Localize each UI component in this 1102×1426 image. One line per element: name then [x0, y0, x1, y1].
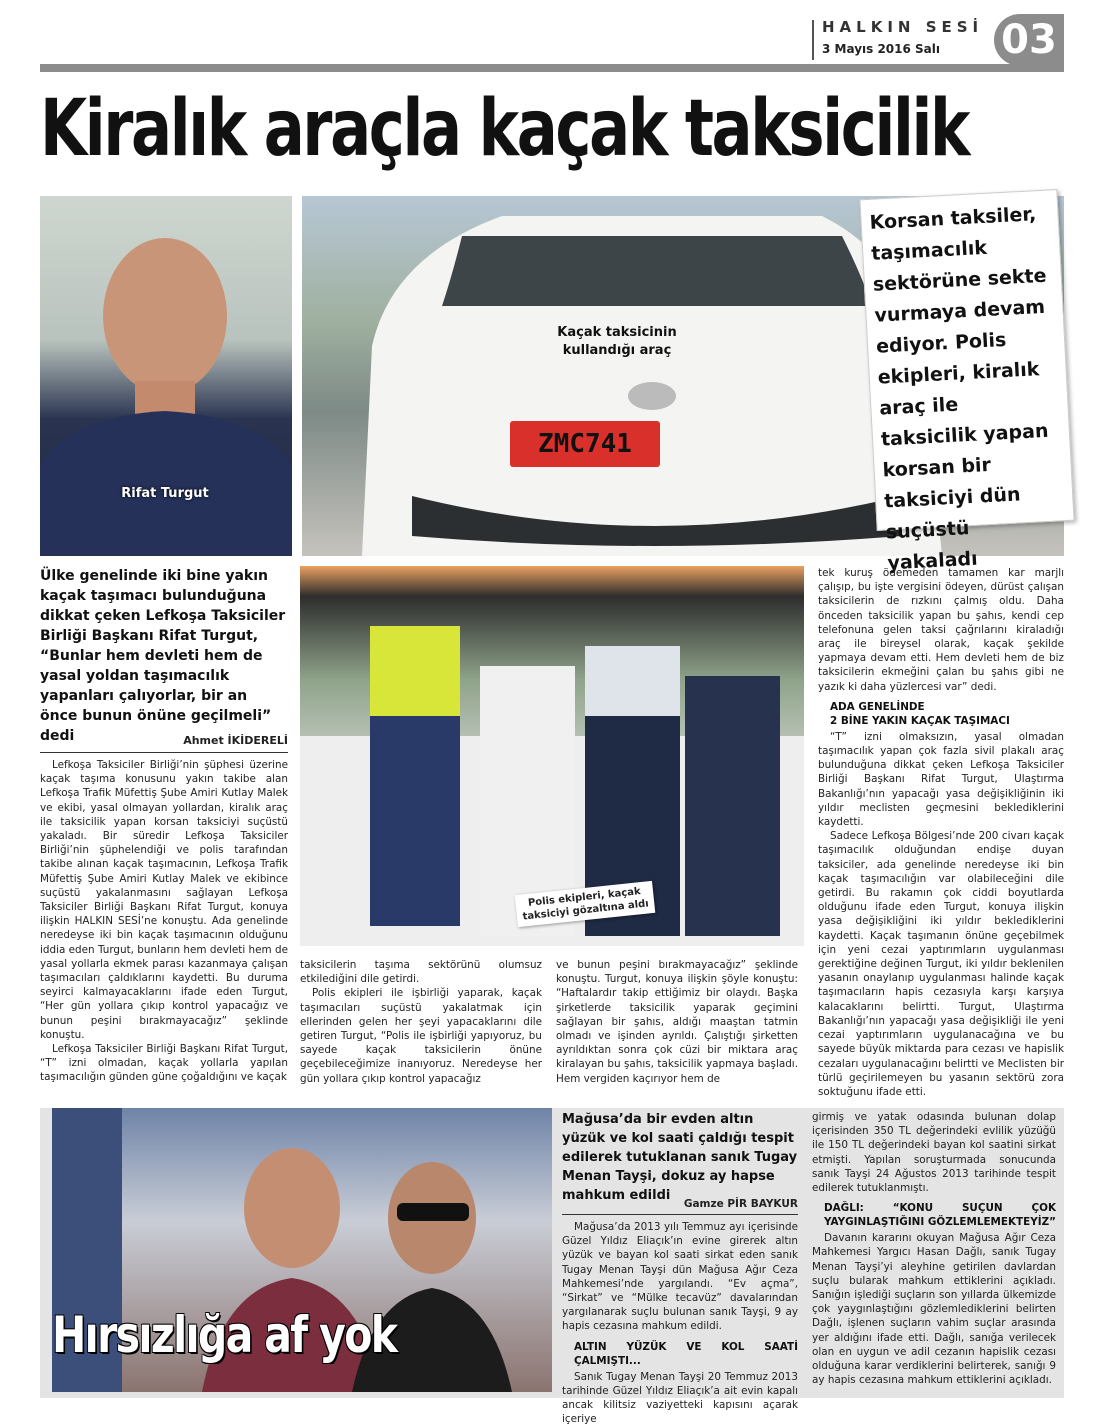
paragraph: ve bunun peşini bırakmayacağız” şeklinde konuştu. Turgut, konuya ilişkin şöyle konuştu: “Haftalardır takip ettiğimiz bir olaydı. Başka şirketlerde taksicilik yaparak geçimini sağlayan bir şahıs, aldığı maaştan tatmin olmadı ve işinden ayrıldı. Çalıştığı şirketten ayrıldıktan sonra çok cüzi bir miktara araç kiralayan bu şahıs, taksicilik yapmaya başladı. Hem vergiden kaçırıyor hem de	[556, 959, 798, 1085]
story2-subhead-2: DAĞLI: “KONU SUÇUN ÇOK YAYGINLAŞTIĞINI GÖZLEMLEMEKTEYİZ”	[824, 1202, 1056, 1229]
subhead-line-2: 2 BİNE YAKIN KAÇAK TAŞIMACI	[830, 714, 1010, 727]
paragraph: girmiş ve yatak odasında bulunan dolap içerisinden 350 TL değerindeki evlilik yüzüğü ile 150 TL değerindeki bayan kol saatini sirkat etmişti. Yapılan soruşturmada sonucunda sanık Tayşi 24 Ağustos 2013 tarihinde tespit edilerek tutuklanmıştı.	[812, 1111, 1056, 1195]
arrest-caption: Polis ekipleri, kaçak taksiciyi gözaltına aldı	[522, 886, 650, 923]
callout-text: Korsan taksiler, taşımacılık sektörüne sekte vurmaya devam ediyor. Polis ekipleri, kiralık araç ile taksicilik yapan korsan bir taksiciyi dün suçüstü yakaladı	[869, 203, 1049, 575]
top-rule	[40, 64, 1064, 72]
subhead-line-1: ADA GENELİNDE	[830, 700, 925, 713]
story2-col-1	[562, 1220, 798, 1426]
article-lead: Ülke genelinde iki bine yakın kaçak taşımacı bulunduğuna dikkat çeken Lefkoşa Taksiciler Birliği Başkanı Rifat Turgut, “Bunlar hem devleti hem de yasal yoldan taşımacılık yapanları çalıyorlar, bir an önce bunun önüne geçilmeli” dedi	[40, 568, 286, 744]
page-number: 03	[994, 14, 1064, 66]
paragraph: Lefkoşa Taksiciler Birliği Başkanı Rifat Turgut, “T” izni olmadan, kaçak yollarla yapılan taşımacılığın günden güne çoğaldığını ve kaçak	[40, 1043, 288, 1084]
arrest-illustration	[300, 566, 804, 946]
byline-rule	[40, 752, 288, 753]
paragraph: Polis ekipleri ile işbirliği yaparak, kaçak taşımacıları suçüstü yakalatmak için ellerinden gelen her şeyi yapacaklarını dile getiren Turgut, “Polis ile işbirliği yapıyoruz, bu sayede kaçak taksicilerin önüne geçebileceğimize inanıyoruz. Neredeyse her gün yollara çıkıp kontrol yapacağız	[300, 987, 542, 1085]
article-col-2	[300, 958, 542, 1086]
masthead-brand: HALKIN SESİ	[822, 18, 984, 36]
paragraph: Sadece Lefkoşa Bölgesi’nde 200 civarı kaçak taşımacılık olduğundan endişe duyan taksiciler, ada genelinde neredeyse iki bin kaçak taşımacılığın var olabileceğini dile getirdi. Bu rakamın çok ciddi boyutlarda olduğunu ifade eden Turgut, konuya ilişkin yasa değişikliğini iki yıldır beklediklerini kaydetti. Kaçak taşımanın önüne geçebilmek için yeni cezai yaptırımların uygulanması gerektiğine değinen Turgut, iki yıldır beklenilen yasanın onaylanıp uygulanması halinde kaçak taşımacıların hapis cezasıyla karşı karşıya kalacaklarını belirtti. Turgut, Ulaştırma Bakanlığı’nın yapacağı yasa değişikliği ile yeni cezai yaptırımların uygulanacağına ve bu sayede büyük miktarda para cezası ve hapislik cezaları uygulanacağını belirtti ve Meclisten bir türlü geçirilemeyen bu yasanın sektörü zora soktuğunu ifade etti.	[818, 830, 1064, 1098]
paragraph: Davanın kararını okuyan Mağusa Ağır Ceza Mahkemesi Yargıcı Hasan Dağlı, sanık Tugay Menan Tayşi’yi aleyhine getirilen davlardan suçlu bularak mahkum ettiklerini açıkladı. Sanığın işlediği suçların son yıllarda ülkemizde çok yaygınlaştığını gözlemlediklerini belirten Dağlı, işlenen suçların vahim suçlar arasında yer aldığını ifade etti. Dağlı, sanığa verilecek olan en uygun ve adil cezanın hapislik cezası olduğuna karar verdiklerini belirterek, sanığı 9 ay hapis cezasına mahkum ettiklerini açıkladı.	[812, 1232, 1056, 1387]
masthead-date: 3 Mayıs 2016 Salı	[822, 42, 940, 56]
story2-subhead-1: ALTIN YÜZÜK VE KOL SAATİ ÇALMIŞTI...	[574, 1340, 798, 1367]
subhead	[830, 700, 1064, 728]
paragraph: “T” izni olmaksızın, yasal olmadan taşımacılık yapan çok fazla sivil plakalı araç bulunduğuna dikkat çeken Lefkoşa Taksiciler Birliği Başkanı Rifat Turgut, Ulaştırma Bakanlığı’nın yapacağı yasa değişikliğinin iki yıldır meclisten geçmesini beklediklerini kaydetti.	[818, 730, 1064, 829]
callout-box	[859, 189, 1074, 575]
car-caption: Kaçak taksicinin kullandığı araç	[557, 325, 677, 358]
page-headline: Kiralık araçla kaçak taksicilik	[40, 84, 969, 174]
arrest-photo	[300, 566, 804, 946]
paragraph: Sanık Tugay Menan Tayşi 20 Temmuz 2013 tarihinde Güzel Yıldız Eliaçık’a ait evin kapalı ancak kilitsiz vaziyetteki kapısını açarak içeriye	[562, 1370, 798, 1426]
article-col-1	[40, 758, 288, 1085]
story2-col-2	[812, 1110, 1056, 1387]
portrait-caption: Rifat Turgut	[121, 486, 209, 501]
masthead-separator	[812, 20, 814, 60]
story2-title: Hırsızlığa af yok	[52, 1306, 397, 1364]
paragraph: taksicilerin taşıma sektörünü olumsuz etkilediğini dile getirdi.	[300, 959, 542, 986]
article-col-3	[556, 958, 798, 1086]
story2-byline-rule	[562, 1214, 798, 1215]
article-byline: Ahmet İKİDERELİ	[183, 734, 288, 747]
portrait-photo	[40, 196, 292, 556]
paragraph: Lefkoşa Taksiciler Birliği’nin şüphesi üzerine kaçak taşıma konusunu yakın takibe alan Lefkoşa Trafik Müfettiş Şube Amiri Kutlay Malek ve ekibi, yasal olmayan yollardan, kiralık araç ile taksicilik yapan korsan taksiciyi suçüstü yakaladı. Bir süredir Lefkoşa Taksiciler Birliği’nin şüphelendiği ve polis tarafından takibe alınan kaçak taşımacının, Lefkoşa Trafik Müfettiş Şube Amiri Kutlay Malek ve ekibince suçüstü yakalanmasını sağlayan Lefkoşa Taksiciler Birliği Başkanı Rifat Turgut, konuya ilişkin HALKIN SESİ’ne konuştu. Ada genelinde neredeyse iki bin kaçak taşımacının olduğunu iddia eden Turgut, bunların hem devleti hem de yasal yollarla ekmek parası kazanmaya çalışan taşımacıları çaldıklarını kaydetti. Bu duruma seyirci kalmayacaklarını ifade eden Turgut, “Her gün yollara çıkıp kontrol yapacağız ve bunun peşini bırakmayacağız” şeklinde konuştu.	[40, 759, 288, 1041]
license-plate: ZMC741	[538, 429, 632, 459]
paragraph: tek kuruş ödemeden tamamen kar marjlı çalışıp, bu işte vergisini ödeyen, dürüst çalışan taksicilerin de rızkını çalmış oldu. Daha önceden taksicilik yapan bu şahıs, kendi cep telefonuna gelen taksi çağrılarını kiraladığı araç ile bireysel olarak, kaçak şekilde yapmaya devam etti. Hem devleti hem de biz taksicilerin ekmeğini çalan bu şahıs gibi ne yazık ki daha yüzlercesi var” dedi.	[818, 567, 1064, 693]
story2-byline: Gamze PİR BAYKUR	[683, 1198, 798, 1210]
article-col-4	[818, 566, 1064, 1099]
paragraph: Mağusa’da 2013 yılı Temmuz ayı içerisinde Güzel Yıldız Eliaçık’ın evine girerek altın yüzük ve bayan kol saati sirkat eden sanık Tugay Menan Tayşi dün Mağusa Ağır Ceza Mahkemesi’nde yargılandı. “Ev açma”, “Sirkat” ve “Mülke tecavüz” davalarından yargılanarak suçlu bulunan sanık Tayşi, 9 ay hapis cezasına mahkum edildi.	[562, 1221, 798, 1333]
story2-lead: Mağusa’da bir evden altın yüzük ve kol saati çaldığı tespit edilerek tutuklanan sanık Tugay Menan Tayşi, dokuz ay hapse mahkum edildi	[562, 1112, 798, 1203]
portrait-illustration	[40, 196, 292, 556]
